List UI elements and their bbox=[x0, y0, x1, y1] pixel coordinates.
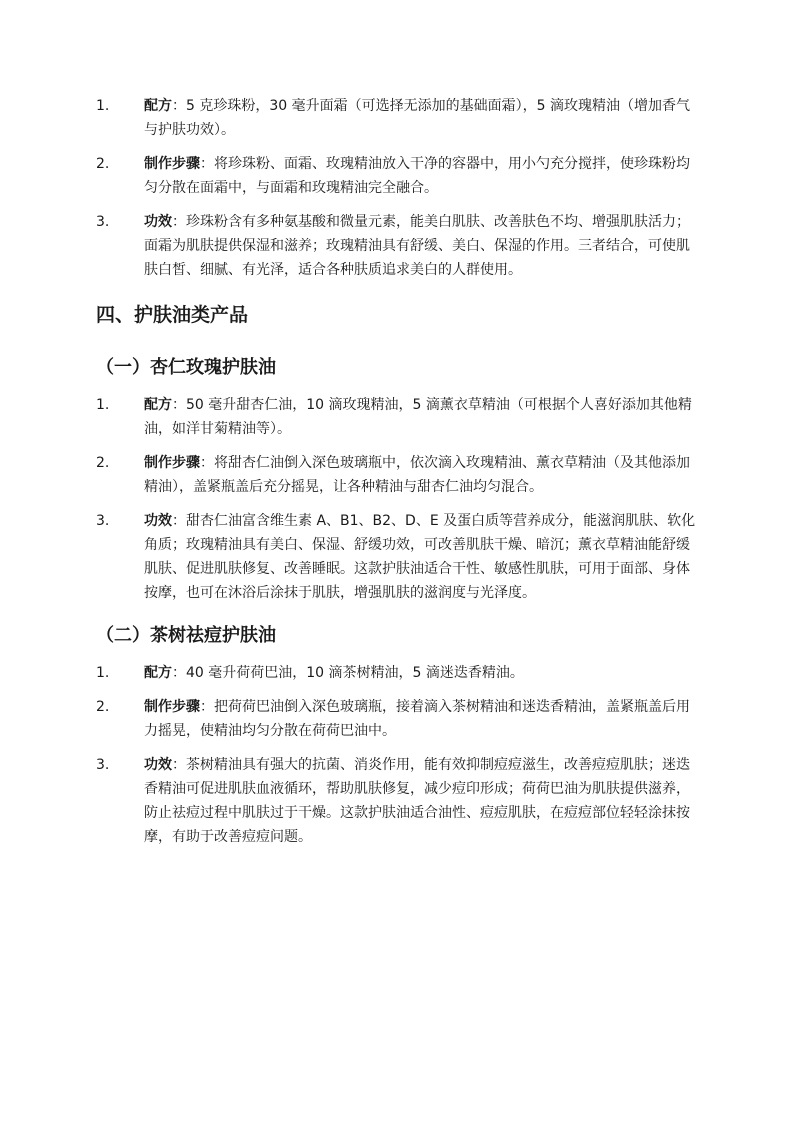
list-item bbox=[96, 753, 702, 849]
item-text: ：将珍珠粉、面霜、玫瑰精油放入干净的容器中，用小勺充分搅拌，使珍珠粉均匀分散在面霜中，与面霜和玫瑰精油完全融合。 bbox=[144, 156, 690, 196]
item-label: 制作步骤 bbox=[144, 156, 200, 172]
list-item bbox=[96, 661, 702, 685]
list-number: 2. bbox=[96, 156, 110, 172]
item-label: 配方 bbox=[144, 397, 172, 413]
list-item bbox=[96, 393, 702, 441]
list-item bbox=[96, 94, 702, 142]
subsection-heading-almond-rose: （一）杏仁玫瑰护肤油 bbox=[96, 357, 276, 378]
item-text: ：5 克珍珠粉，30 毫升面霜（可选择无添加的基础面霜），5 滴玫瑰精油（增加香气与护肤功效）。 bbox=[144, 98, 690, 138]
list-number: 1. bbox=[96, 98, 110, 114]
list-number: 3. bbox=[96, 214, 110, 230]
item-text: ：将甜杏仁油倒入深色玻璃瓶中，依次滴入玫瑰精油、薰衣草精油（及其他添加精油），盖紧瓶盖后充分摇晃，让各种精油与甜杏仁油均匀混合。 bbox=[144, 455, 690, 495]
list-item bbox=[96, 695, 702, 743]
item-text: ：50 毫升甜杏仁油，10 滴玫瑰精油，5 滴薰衣草精油（可根据个人喜好添加其他精油，如洋甘菊精油等）。 bbox=[144, 397, 692, 437]
item-label: 功效 bbox=[144, 214, 172, 230]
list-number: 3. bbox=[96, 513, 110, 529]
list-number: 2. bbox=[96, 455, 110, 471]
formula-list-almond-rose bbox=[96, 393, 702, 615]
list-number: 2. bbox=[96, 699, 110, 715]
section-heading: 四、护肤油类产品 bbox=[96, 304, 249, 326]
formula-list-pearl bbox=[96, 94, 702, 292]
subsection-heading-tea-tree: （二）茶树祛痘护肤油 bbox=[96, 625, 276, 646]
item-text: ：40 毫升荷荷巴油，10 滴茶树精油，5 滴迷迭香精油。 bbox=[172, 665, 524, 681]
item-text: ：甜杏仁油富含维生素 A、B1、B2、D、E 及蛋白质等营养成分，能滋润肌肤、软化角质；玫瑰精油具有美白、保湿、舒缓功效，可改善肌肤干燥、暗沉；薰衣草精油能舒缓肌肤、促进肌肤修复、改善睡眠。这款护肤油适合干性、敏感性肌肤，可用于面部、身体按摩，也可在沐浴后涂抹于肌肤，增强肌肤的滋润度与光泽度。 bbox=[144, 513, 696, 601]
item-label: 功效 bbox=[144, 513, 172, 529]
item-text: ：茶树精油具有强大的抗菌、消炎作用，能有效抑制痘痘滋生，改善痘痘肌肤；迷迭香精油可促进肌肤血液循环，帮助肌肤修复，减少痘印形成；荷荷巴油为肌肤提供滋养，防止祛痘过程中肌肤过于干燥。这款护肤油适合油性、痘痘肌肤，在痘痘部位轻轻涂抹按摩，有助于改善痘痘问题。 bbox=[144, 757, 690, 845]
item-label: 制作步骤 bbox=[144, 699, 200, 715]
list-item bbox=[96, 509, 702, 605]
formula-list-tea-tree bbox=[96, 661, 702, 859]
list-number: 1. bbox=[96, 397, 110, 413]
list-item bbox=[96, 451, 702, 499]
item-label: 配方 bbox=[144, 665, 172, 681]
item-label: 功效 bbox=[144, 757, 172, 773]
item-text: ：把荷荷巴油倒入深色玻璃瓶，接着滴入茶树精油和迷迭香精油，盖紧瓶盖后用力摇晃，使精油均匀分散在荷荷巴油中。 bbox=[144, 699, 690, 739]
item-label: 配方 bbox=[144, 98, 172, 114]
list-item bbox=[96, 210, 702, 282]
list-number: 1. bbox=[96, 665, 110, 681]
item-text: ：珍珠粉含有多种氨基酸和微量元素，能美白肌肤、改善肤色不均、增强肌肤活力；面霜为肌肤提供保湿和滋养；玫瑰精油具有舒缓、美白、保湿的作用。三者结合，可使肌肤白皙、细腻、有光泽，适合各种肤质追求美白的人群使用。 bbox=[144, 214, 690, 278]
item-label: 制作步骤 bbox=[144, 455, 200, 471]
list-number: 3. bbox=[96, 757, 110, 773]
list-item bbox=[96, 152, 702, 200]
